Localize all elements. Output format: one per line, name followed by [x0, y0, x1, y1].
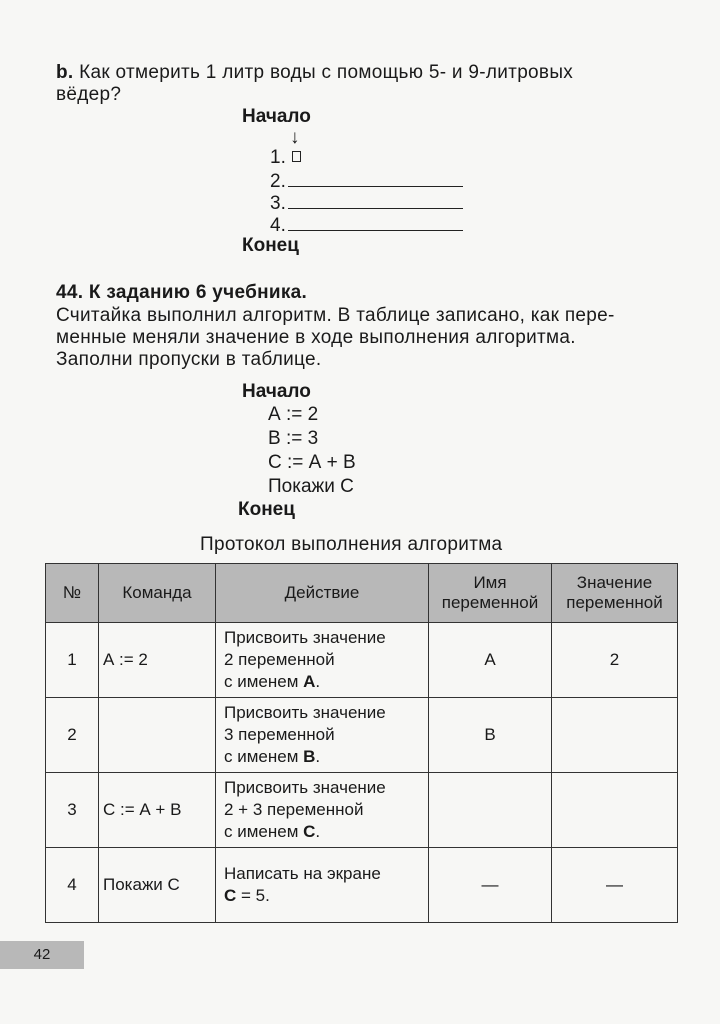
algo1-arrow: ↓ [290, 127, 300, 148]
algo1-step-1 [270, 147, 301, 169]
algo1-step-3 [270, 192, 463, 215]
row-action-line-1: Написать на экране [224, 864, 381, 883]
header-command: Команда [99, 564, 216, 623]
algo2-end: Конец [238, 499, 295, 520]
row-action-line-1: Присвоить значение [224, 628, 386, 647]
header-var-name-2: переменной [441, 593, 539, 612]
row-action-var: С [303, 822, 316, 841]
header-var-name [429, 564, 552, 623]
row-action-line-3a: с именем [224, 672, 304, 691]
row-action-var: А [303, 672, 316, 691]
row-action-line-2c: = 5. [236, 886, 270, 905]
row-var-name-blank[interactable] [429, 773, 552, 848]
header-var-value [552, 564, 678, 623]
row-var-name: В [429, 698, 552, 773]
page-number: 42 [0, 941, 84, 969]
row-num: 2 [46, 698, 99, 773]
protocol-caption: Протокол выполнения алгоритма [200, 534, 503, 555]
row-action-line-1: Присвоить значение [224, 778, 386, 797]
row-action-line-3c: . [315, 747, 321, 766]
algo1-step-3-label: 3. [270, 193, 286, 214]
row-action [216, 848, 429, 923]
row-var-value: 2 [552, 623, 678, 698]
row-action-line-3a: с именем [224, 747, 304, 766]
algo1-step-2 [270, 170, 463, 193]
row-command: Покажи С [99, 848, 216, 923]
row-action [216, 773, 429, 848]
row-var-value: — [552, 848, 678, 923]
row-command: С := А + В [99, 773, 216, 848]
header-var-name-1: Имя [473, 573, 507, 592]
task44-line-3: Заполни пропуски в таблице. [56, 349, 322, 370]
row-num: 4 [46, 848, 99, 923]
row-var-name: А [429, 623, 552, 698]
blank-line-3[interactable] [288, 192, 463, 209]
algo1-step-4 [270, 214, 463, 237]
row-var-name: — [429, 848, 552, 923]
blank-line-2[interactable] [288, 170, 463, 187]
algo1-step-4-label: 4. [270, 215, 286, 236]
header-action: Действие [216, 564, 429, 623]
row-command: А := 2 [99, 623, 216, 698]
row-action-line-3a: с именем [224, 822, 304, 841]
algo2-line-2: В := 3 [268, 428, 319, 449]
row-action-line-2: 2 переменной [224, 650, 335, 669]
row-action-line-3c: . [315, 822, 321, 841]
header-num: № [46, 564, 99, 623]
table-row [46, 698, 678, 773]
empty-box-icon [292, 151, 301, 162]
algo2-line-4: Покажи С [268, 476, 354, 497]
table-header-row [46, 564, 678, 623]
task-b-line1: Как отмерить 1 литр воды с помощью 5- и 9-литровых [79, 62, 574, 83]
table-row [46, 848, 678, 923]
algo1-step-1-label: 1. [270, 147, 286, 168]
row-action-line-3c: . [315, 672, 321, 691]
task44-line-2: менные меняли значение в ходе выполнения алгоритма. [56, 327, 576, 348]
row-command-blank[interactable] [99, 698, 216, 773]
task-b-text [56, 62, 696, 106]
algo2-line-1: А := 2 [268, 404, 319, 425]
algo1-step-2-label: 2. [270, 171, 286, 192]
protocol-table [45, 563, 678, 923]
row-action-var: С [224, 886, 237, 905]
row-num: 1 [46, 623, 99, 698]
row-action-line-1: Присвоить значение [224, 703, 386, 722]
row-var-value-blank[interactable] [552, 698, 678, 773]
table-row [46, 773, 678, 848]
row-action-line-2: 2 + 3 переменной [224, 800, 364, 819]
header-var-value-2: переменной [566, 593, 663, 612]
task-b-label: b. [56, 62, 74, 83]
row-action [216, 698, 429, 773]
algo2-line-3: С := А + В [268, 452, 356, 473]
task-b-line2: вёдер? [56, 84, 122, 105]
blank-line-4[interactable] [288, 214, 463, 231]
task44-text [56, 305, 696, 371]
row-action-var: В [303, 747, 316, 766]
row-action [216, 623, 429, 698]
header-var-value-1: Значение [576, 573, 653, 592]
task44-line-1: Считайка выполнил алгоритм. В таблице записано, как пере- [56, 305, 615, 326]
row-var-value-blank[interactable] [552, 773, 678, 848]
row-num: 3 [46, 773, 99, 848]
task44-heading: 44. К заданию 6 учебника. [56, 282, 308, 303]
algo1-start: Начало [242, 106, 311, 127]
algo1-end: Конец [242, 235, 299, 256]
row-action-line-2: 3 переменной [224, 725, 335, 744]
table-row [46, 623, 678, 698]
algo2-start: Начало [242, 381, 311, 402]
